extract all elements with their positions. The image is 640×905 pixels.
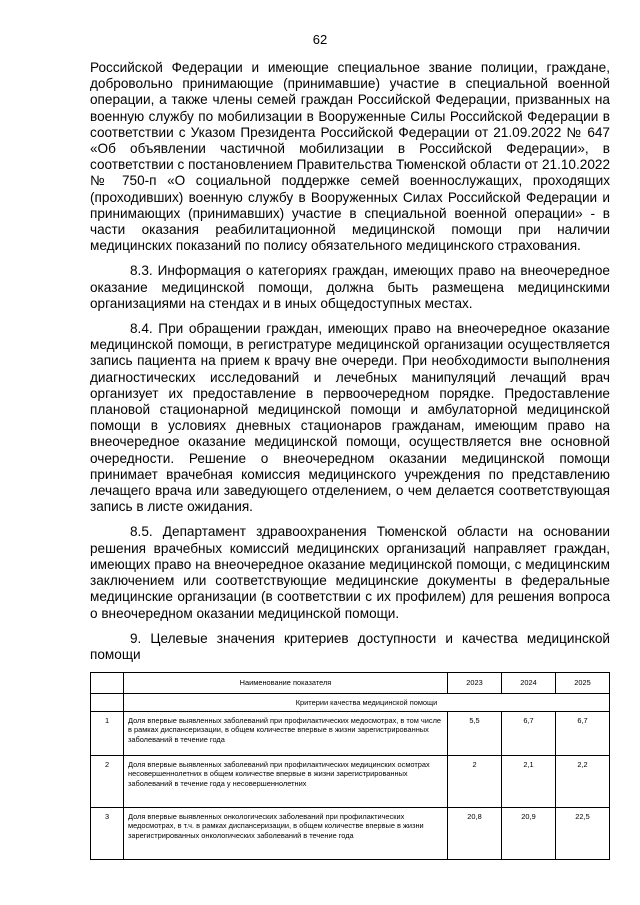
row-value-2024: 20,9: [502, 808, 556, 860]
header-2024: 2024: [502, 673, 556, 694]
page-number: 62: [312, 32, 328, 47]
header-2025: 2025: [556, 673, 610, 694]
row-num: 1: [91, 712, 124, 756]
row-value-2024: 6,7: [502, 712, 556, 756]
row-value-2025: 2,2: [556, 756, 610, 808]
row-indicator-name: Доля впервые выявленных заболеваний при профилактических медицинских осмотрах несовершеннолетних в общем количестве впервые в жизни зарегистрированных заболеваний в течение года у несовершеннолетних: [124, 756, 448, 808]
row-value-2023: 2: [448, 756, 502, 808]
header-2023: 2023: [448, 673, 502, 694]
row-value-2025: 6,7: [556, 712, 610, 756]
table-subheader-row: [91, 694, 610, 712]
paragraph-continuation: Российской Федерации и имеющие специальное звание полиции, граждане, добровольно принимающие (принимавшие) участие в специальной военной операции, а также члены семей граждан Российской Федерации, призванных на военную службу по мобилизации в Вооруженные Силы Российской Федерации в соответствии с Указом Президента Российской Федерации от 21.09.2022 № 647 «Об объявлении частичной мобилизации в Российской Федерации», в соответствии с постановлением Правительства Тюменской области от 21.10.2022 № 750-п «О социальной поддержке семей военнослужащих, проходящих (проходивших) военную службу в Вооруженных Силах Российской Федерации и принимающих (принимавших) участие в специальной военной операции» - в части оказания реабилитационной медицинской помощи при наличии медицинских показаний по полису обязательного медицинского страхования.: [90, 60, 610, 254]
subheader-quality-criteria: Критерии качества медицинской помощи: [124, 694, 610, 712]
row-value-2023: 20,8: [448, 808, 502, 860]
table-header-row: [91, 673, 610, 694]
paragraph-8-3: 8.3. Информация о категориях граждан, имеющих право на внеочередное оказание медицинской помощи, должна быть размещена медицинскими организациями на стендах и в иных общедоступных местах.: [90, 263, 610, 311]
subheader-spacer: [91, 694, 124, 712]
indicators-table: [90, 672, 610, 860]
row-indicator-name: Доля впервые выявленных онкологических заболеваний при профилактических медосмотрах, в т.ч. в рамках диспансеризации, в общем количестве впервые в жизни зарегистрированных онкологических заболеваний в течение года: [124, 808, 448, 860]
header-num: [91, 673, 124, 694]
document-body: [90, 60, 610, 672]
row-num: 3: [91, 808, 124, 860]
table-row: [91, 808, 610, 860]
header-indicator-name: Наименование показателя: [124, 673, 448, 694]
row-value-2025: 22,5: [556, 808, 610, 860]
section-heading-9: 9. Целевые значения критериев доступности и качества медицинской помощи: [90, 630, 610, 662]
paragraph-8-4: 8.4. При обращении граждан, имеющих право на внеочередное оказание медицинской помощи, в регистратуре медицинской организации осуществляется запись пациента на прием к врачу вне очереди. При необходимости выполнения диагностических исследований и лечебных манипуляций лечащий врач организует их предоставление в первоочередном порядке. Предоставление плановой стационарной медицинской помощи и амбулаторной медицинской помощи в условиях дневных стационаров гражданам, имеющим право на внеочередное оказание медицинской помощи, осуществляется вне основной очередности. Решение о внеочередном оказании медицинской помощи принимает врачебная комиссия медицинского учреждения по представлению лечащего врача или заведующего отделением, о чем делается соответствующая запись в листе ожидания.: [90, 321, 610, 515]
paragraph-8-5: 8.5. Департамент здравоохранения Тюменской области на основании решения врачебных комиссий медицинских организаций направляет граждан, имеющих право на внеочередное оказание медицинской помощи, с медицинским заключением или соответствующие медицинские документы в федеральные медицинские организации (в соответствии с их профилем) для решения вопроса о внеочередном оказании медицинской помощи.: [90, 524, 610, 621]
table-row: [91, 712, 610, 756]
row-indicator-name: Доля впервые выявленных заболеваний при профилактических медосмотрах, в том числе в рамках диспансеризации, в общем количестве впервые в жизни зарегистрированных заболеваний в течение года: [124, 712, 448, 756]
row-value-2023: 5,5: [448, 712, 502, 756]
row-value-2024: 2,1: [502, 756, 556, 808]
row-num: 2: [91, 756, 124, 808]
table-row: [91, 756, 610, 808]
